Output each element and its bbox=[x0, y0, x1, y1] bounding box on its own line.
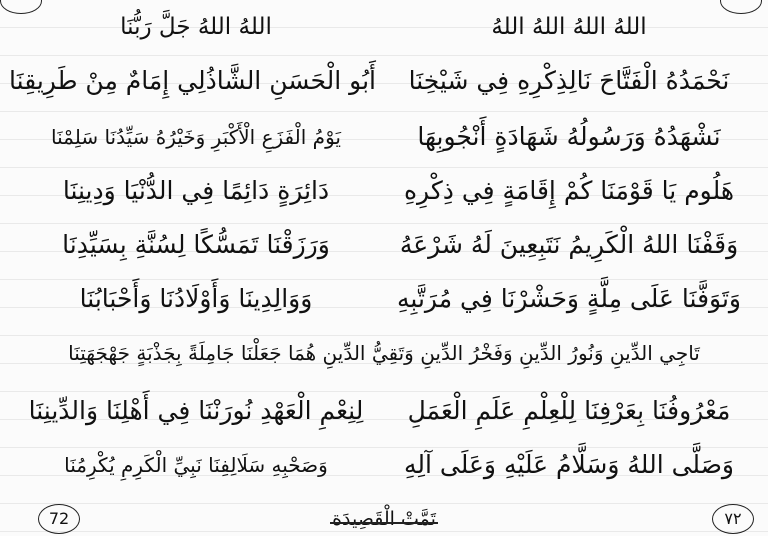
verse-8-left: لِنِعْمِ الْعَهْدِ نُورَنْنَا فِي أَهْلِنَا وَالدِّينِنَا bbox=[28, 396, 364, 425]
page-number-left: 72 bbox=[38, 504, 80, 534]
verse-1-right: اللهُ اللهُ اللهُ اللهُ bbox=[491, 14, 647, 40]
verse-5-right: وَقَفْنَا اللهُ الْكَرِيمُ نَتَبِعِينَ لَهُ شَرْعَهُ bbox=[399, 230, 739, 259]
verse-7-full: تَاجِي الدِّينِ وَنُورُ الدِّينِ وَفَخْرُ الدِّينِ وَتَقِيُّ الدِّينِ هُمَا جَعَلْنَا جَامِلَةً بِجَذْبَةٍ جَهْجَهَتِنَا bbox=[68, 341, 700, 365]
verse-1-left: اللهُ اللهُ جَلَّ رَبُّنَا bbox=[120, 14, 272, 40]
verse-3-left: يَوْمُ الْفَزَعِ الْأَكْبَرِ وَخَيْرُهُ سَيِّدُنَا سَلِمْنَا bbox=[51, 125, 341, 149]
verse-5-left: وَرَزَقْنَا تَمَسُّكًا لِسُنَّةِ بِسَيِّدِنَا bbox=[62, 230, 330, 259]
verse-8-right: مَعْرُوفُنَا بِعَرْفِنَا لِلْعِلْمِ عَلَمِ الْعَمَلِ bbox=[407, 396, 731, 425]
page-number-right: ٧٢ bbox=[712, 504, 754, 534]
colophon-text: تَمَّتْ الْقَصِيدَة bbox=[332, 508, 436, 530]
verse-9-right: وَصَلَّى اللهُ وَسَلَّامُ عَلَيْهِ وَعَلَى آلِهِ bbox=[403, 450, 735, 479]
colophon-flourish bbox=[330, 522, 438, 524]
verse-4-left: دَائِرَةٍ دَائِمًا فِي الدُّنْيَا وَدِينِنَا bbox=[62, 176, 330, 205]
verse-6-right: وَتَوَفَّنَا عَلَى مِلَّةٍ وَحَشْرْنَا فِي مُرَتَّبِهِ bbox=[397, 284, 741, 313]
verse-6-left: وَوَالِدِينَا وَأَوْلَادُنَا وَأَحْبَابُنَا bbox=[79, 284, 313, 313]
verse-2-left: أَبُو الْحَسَنِ الشَّاذُلِي إِمَامٌ مِنْ طَرِيقِنَا bbox=[9, 66, 376, 95]
verse-2-right: نَحْمَدُهُ الْفَتَّاحَ نَالِذِكْرِهِ فِي شَيْخِنَا bbox=[408, 66, 730, 95]
verse-4-right: هَلُوم يَا قَوْمَنَا كُمْ إِقَامَةٍ فِي ذِكْرِهِ bbox=[403, 176, 735, 205]
verse-9-left: وَصَحْبِهِ سَلَالِفِنَا نَبِيِّ الْكَرِمِ يُكْرِمُنَا bbox=[64, 453, 328, 477]
verse-3-right: نَشْهَدُهُ وَرَسُولُهُ شَهَادَةٍ أَنْجُوبِهَا bbox=[417, 122, 721, 151]
